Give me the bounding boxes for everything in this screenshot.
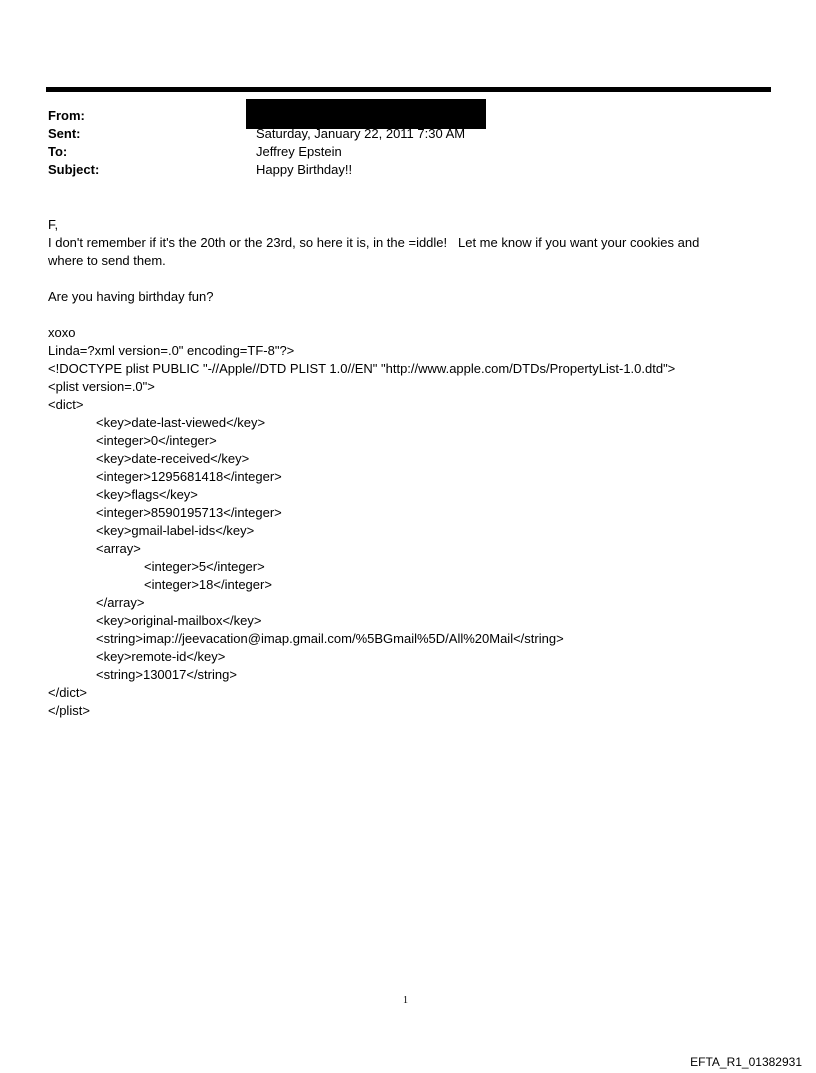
- to-label: To:: [48, 144, 68, 159]
- plist-line: <integer>8590195713</integer>: [96, 505, 282, 520]
- plist-line: <integer>0</integer>: [96, 433, 217, 448]
- paragraph-line-2: where to send them.: [48, 253, 166, 268]
- document-id: EFTA_R1_01382931: [690, 1055, 802, 1069]
- plist-line: <plist version=.0">: [48, 379, 155, 394]
- paragraph-line-1: I don't remember if it's the 20th or the 23rd, so here it is, in the =iddle! Let me know if you want your cookies and: [48, 235, 700, 250]
- plist-line: <dict>: [48, 397, 84, 412]
- plist-line: <key>flags</key>: [96, 487, 198, 502]
- header-divider-rule: [46, 87, 771, 92]
- plist-line: <key>date-received</key>: [96, 451, 250, 466]
- plist-line: <string>130017</string>: [96, 667, 237, 682]
- plist-line: <key>date-last-viewed</key>: [96, 415, 266, 430]
- sent-label: Sent:: [48, 126, 81, 141]
- plist-line: </plist>: [48, 703, 90, 718]
- plist-line: <string>imap://jeevacation@imap.gmail.com/%5BGmail%5D/All%20Mail</string>: [96, 631, 564, 646]
- to-value: Jeffrey Epstein: [256, 144, 342, 159]
- plist-line: <integer>1295681418</integer>: [96, 469, 282, 484]
- question-line: Are you having birthday fun?: [48, 289, 214, 304]
- plist-line: <key>original-mailbox</key>: [96, 613, 262, 628]
- plist-line: Linda=?xml version=.0" encoding=TF-8"?>: [48, 343, 295, 358]
- greeting: F,: [48, 217, 59, 232]
- from-label: From:: [48, 108, 85, 123]
- plist-line: <integer>18</integer>: [144, 577, 272, 592]
- sent-value: Saturday, January 22, 2011 7:30 AM: [256, 126, 466, 141]
- plist-line: <array>: [96, 541, 141, 556]
- page-number: 1: [403, 995, 408, 1006]
- subject-value: Happy Birthday!!: [256, 162, 353, 177]
- subject-label: Subject:: [48, 162, 100, 177]
- plist-line: <key>gmail-label-ids</key>: [96, 523, 255, 538]
- plist-line: <key>remote-id</key>: [96, 649, 226, 664]
- plist-line: </array>: [96, 595, 145, 610]
- plist-line: </dict>: [48, 685, 88, 700]
- plist-line: <!DOCTYPE plist PUBLIC "-//Apple//DTD PLIST 1.0//EN" "http://www.apple.com/DTDs/PropertyList-1.0.dtd">: [48, 361, 676, 376]
- plist-line: <integer>5</integer>: [144, 559, 265, 574]
- signoff-line: xoxo: [48, 325, 76, 340]
